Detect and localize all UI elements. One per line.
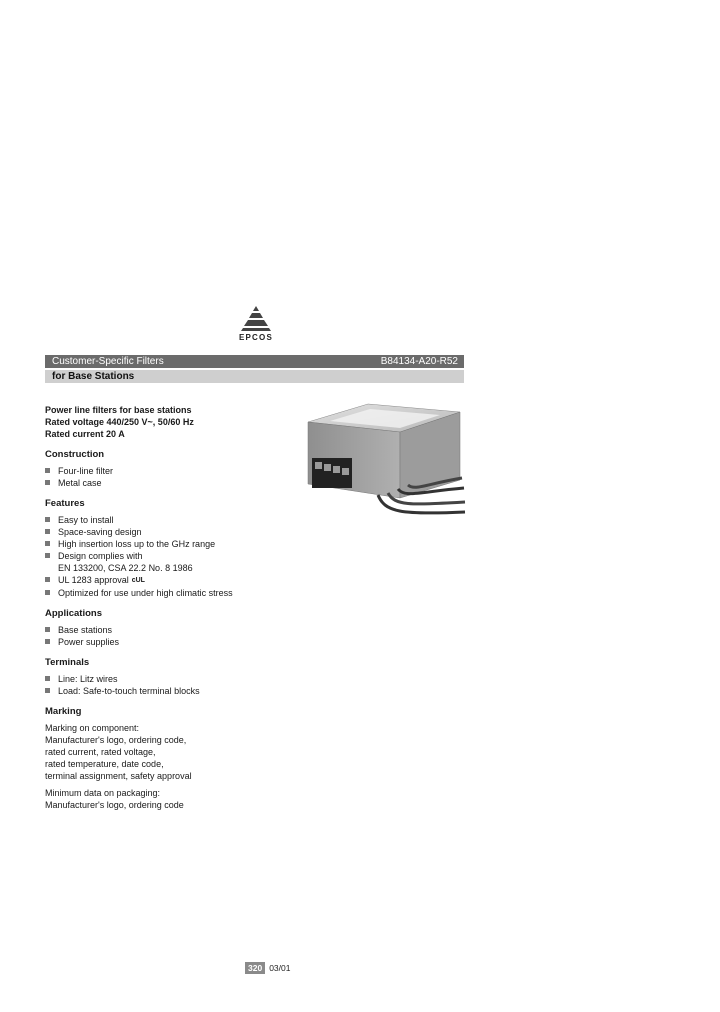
marking-heading: Marking <box>45 706 82 717</box>
ul-approval-text: UL 1283 approval <box>58 575 129 585</box>
list-item: Easy to install <box>45 514 305 526</box>
features-list <box>45 514 305 599</box>
title-bar <box>45 355 464 368</box>
edition-date: 03/01 <box>269 963 291 973</box>
logo-text: EPCOS <box>238 333 273 342</box>
marking-line: Manufacturer's logo, ordering code, <box>45 735 187 745</box>
marking-line: terminal assignment, safety approval <box>45 771 192 781</box>
intro-line: Rated voltage 440/250 V~, 50/60 Hz <box>45 417 194 427</box>
list-item: Line: Litz wires <box>45 673 305 685</box>
construction-list <box>45 465 305 489</box>
ordering-code: B84134-A20-R52 <box>380 356 458 367</box>
terminals-heading: Terminals <box>45 657 90 668</box>
list-item: Power supplies <box>45 636 305 648</box>
features-heading: Features <box>45 498 85 509</box>
applications-list <box>45 624 305 648</box>
list-item: Optimized for use under high climatic stress <box>45 587 305 599</box>
product-photo <box>300 402 470 532</box>
packaging-line: Manufacturer's logo, ordering code <box>45 800 184 810</box>
construction-heading: Construction <box>45 449 105 460</box>
epcos-logo-icon <box>238 305 274 331</box>
subtitle: for Base Stations <box>52 371 135 382</box>
list-item-ul-approval <box>45 574 305 587</box>
packaging-line: Minimum data on packaging: <box>45 788 161 798</box>
list-item: Four-line filter <box>45 465 305 477</box>
marking-line: Marking on component: <box>45 723 140 733</box>
applications-heading: Applications <box>45 608 103 619</box>
datasheet-body <box>45 404 305 811</box>
list-item: High insertion loss up to the GHz range <box>45 538 305 550</box>
epcos-logo <box>234 305 278 342</box>
list-item: Base stations <box>45 624 305 636</box>
marking-line: rated temperature, date code, <box>45 759 164 769</box>
subtitle-bar <box>45 370 464 383</box>
terminals-list <box>45 673 305 697</box>
list-item: Load: Safe-to-touch terminal blocks <box>45 685 305 697</box>
page-footer <box>245 962 290 974</box>
marking-text <box>45 722 305 811</box>
list-item: Metal case <box>45 477 305 489</box>
product-family-title: Customer-Specific Filters <box>52 356 164 367</box>
list-item-continuation: EN 133200, CSA 22.2 No. 8 1986 <box>58 563 193 573</box>
list-item: Design complies with <box>45 550 305 562</box>
marking-line: rated current, rated voltage, <box>45 747 156 757</box>
intro-line: Rated current 20 A <box>45 429 125 439</box>
ul-mark-icon: cUL <box>131 577 145 584</box>
page-number: 320 <box>245 962 265 974</box>
list-item: Space-saving design <box>45 526 305 538</box>
intro-line: Power line filters for base stations <box>45 405 192 415</box>
intro-block <box>45 404 305 440</box>
